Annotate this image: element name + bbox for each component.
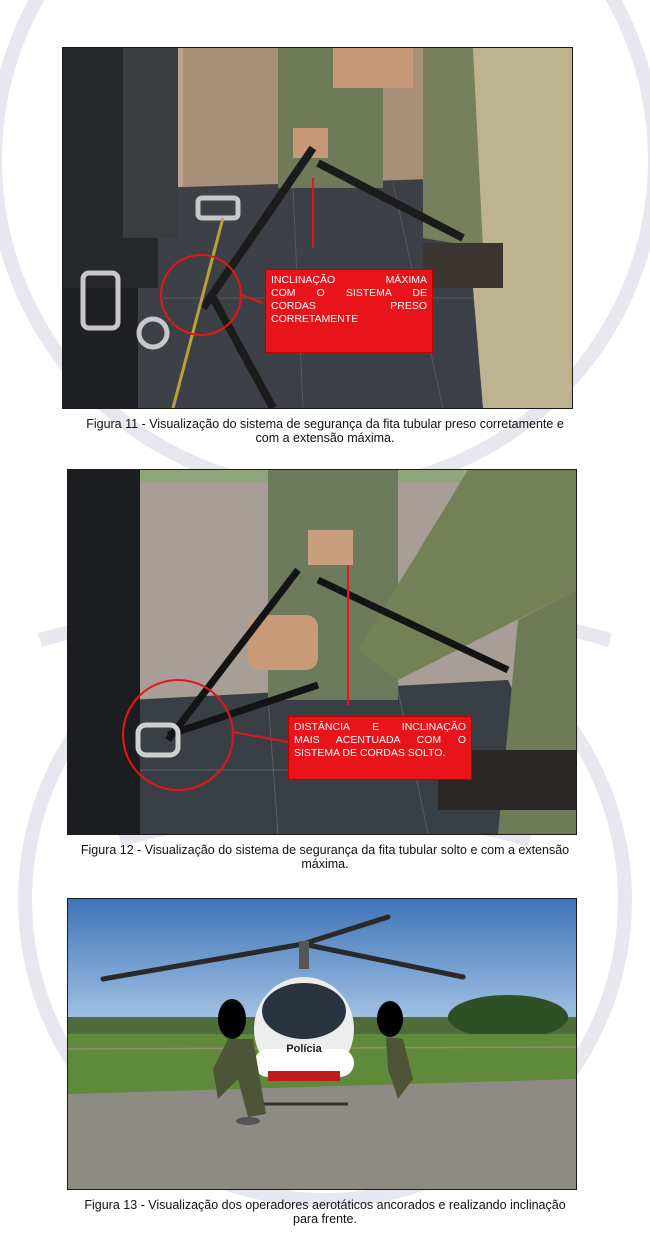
- figure-12-caption: [0, 843, 650, 871]
- caption-line: com a extensão máxima.: [255, 431, 395, 445]
- annotation-line: DISTÂNCIA E INCLINAÇÃO: [294, 721, 466, 733]
- figure-11-annotation: [265, 269, 433, 353]
- annotation-line: MAIS ACENTUADA COM O: [294, 734, 466, 746]
- annotation-line: COM O SISTEMA DE: [271, 287, 427, 299]
- figure-12-photo: [67, 469, 577, 835]
- figure-13-photo: [67, 898, 577, 1190]
- figure-11-photo: [62, 47, 573, 409]
- annotation-line: INCLINAÇÃO MÁXIMA: [271, 274, 427, 286]
- figure-13-scene: [68, 899, 576, 1189]
- annotation-line: SISTEMA DE CORDAS SOLTO.: [294, 747, 446, 759]
- figure-11-caption: [0, 417, 650, 445]
- caption-line: Figura 12 - Visualização do sistema de segurança da fita tubular solto e com a extensão: [80, 843, 570, 857]
- annotation-line: CORRETAMENTE: [271, 313, 359, 325]
- caption-line: para frente.: [293, 1212, 357, 1226]
- caption-line: máxima.: [301, 857, 349, 871]
- caption-line: Figura 11 - Visualização do sistema de segurança da fita tubular preso corretamente e: [86, 417, 564, 431]
- figure-11-scene: [63, 48, 572, 408]
- caption-line: Figura 13 - Visualização dos operadores aerotáticos ancorados e realizando inclinação: [84, 1198, 566, 1212]
- figure-13-caption: [0, 1198, 650, 1226]
- annotation-line: CORDAS PRESO: [271, 300, 427, 312]
- figure-12-annotation: [288, 716, 472, 780]
- helicopter-door-text: Polícia: [286, 1043, 322, 1055]
